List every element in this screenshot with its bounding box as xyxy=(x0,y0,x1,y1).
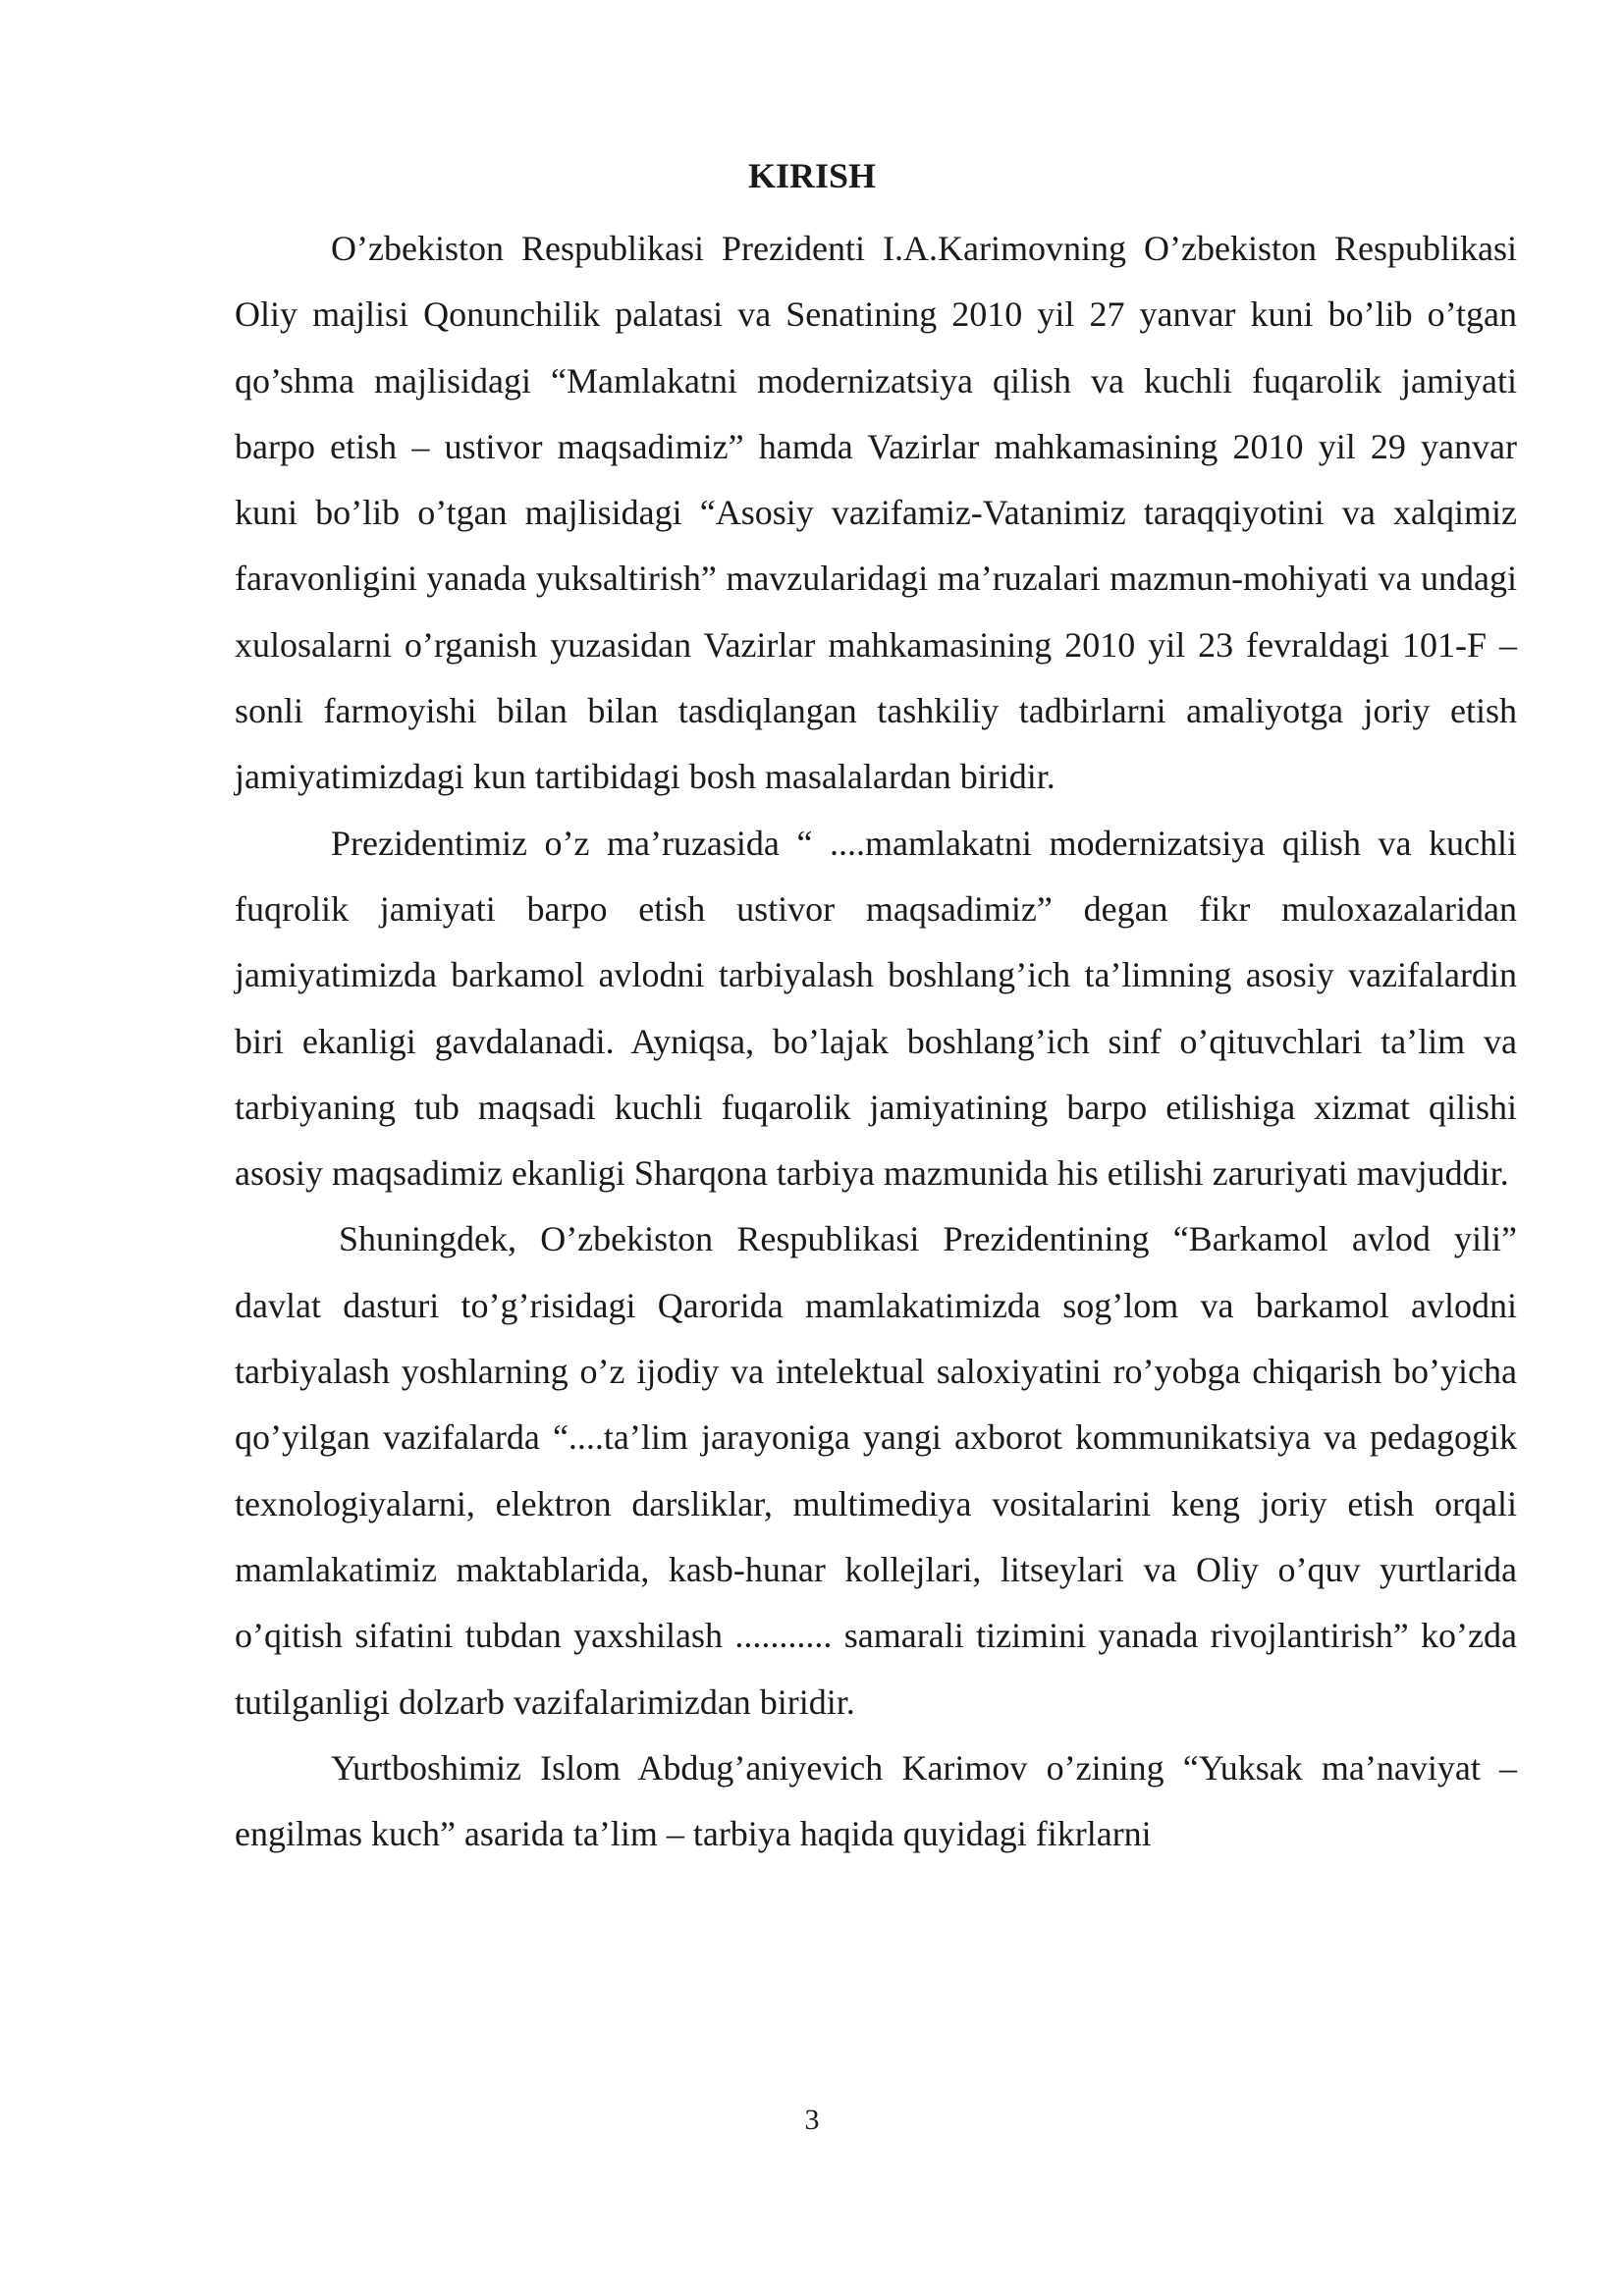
page-number: 3 xyxy=(804,2104,820,2136)
body-text xyxy=(235,216,1517,1867)
page-title: KIRISH xyxy=(747,156,877,195)
paragraph-3: Shuningdek, O’zbekiston Respublikasi Prezidentining “Barkamol avlod yili” davlat dasturi to’g’risidagi Qarorida mamlakatimizda sog’lom va barkamol avlodni tarbiyalash yoshlarning o’z ijodiy va intelektual saloxiyatini ro’yobga chiqarish bo’yicha qo’yilgan vazifalarda “....ta’lim jarayoniga yangi axborot kommunikatsiya va pedagogik texnologiyalarni, elektron darsliklar, multimediya vositalarini keng joriy etish orqali mamlakatimiz maktablarida, kasb-hunar kollejlari, litseylari va Oliy o’quv yurtlarida o’qitish sifatini tubdan yaxshilash ........... samarali tizimini yanada rivojlantirish” ko’zda tutilganligi dolzarb vazifalarimizdan biridir. xyxy=(235,1219,1517,1722)
paragraph-4: Yurtboshimiz Islom Abdug’aniyevich Karimov o’zining “Yuksak ma’naviyat – engilmas kuch” asarida ta’lim – tarbiya haqida quyidagi fikrlarni xyxy=(235,1747,1517,1854)
paragraph-2: Prezidentimiz o’z ma’ruzasida “ ....mamlakatni modernizatsiya qilish va kuchli fuqrolik jamiyati barpo etish ustivor maqsadimiz” degan fikr muloxazalaridan jamiyatimizda barkamol avlodni tarbiyalash boshlang’ich ta’limning asosiy vazifalardin biri ekanligi gavdalanadi. Ayniqsa, bo’lajak boshlang’ich sinf o’qituvchlari ta’lim va tarbiyaning tub maqsadi kuchli fuqarolik jamiyatining barpo etilishiga xizmat qilishi asosiy maqsadimiz ekanligi Sharqona tarbiya mazmunida his etilishi zaruriyati mavjuddir. xyxy=(235,823,1517,1194)
paragraph-1: O’zbekiston Respublikasi Prezidenti I.A.Karimovning O’zbekiston Respublikasi Oliy majlisi Qonunchilik palatasi va Senatining 2010 yil 27 yanvar kuni bo’lib o’tgan qo’shma majlisidagi “Mamlakatni modernizatsiya qilish va kuchli fuqarolik jamiyati barpo etish – ustivor maqsadimiz” hamda Vazirlar mahkamasining 2010 yil 29 yanvar kuni bo’lib o’tgan majlisidagi “Asosiy vazifamiz-Vatanimiz taraqqiyotini va xalqimiz faravonligini yanada yuksaltirish” mavzularidagi ma’ruzalari mazmun-mohiyati va undagi xulosalarni o’rganish yuzasidan Vazirlar mahkamasining 2010 yil 23 fevraldagi 101-F –sonli farmoyishi bilan bilan tasdiqlangan tashkiliy tadbirlarni amaliyotga joriy etish jamiyatimizdagi kun tartibidagi bosh masalalardan biridir. xyxy=(235,229,1517,797)
